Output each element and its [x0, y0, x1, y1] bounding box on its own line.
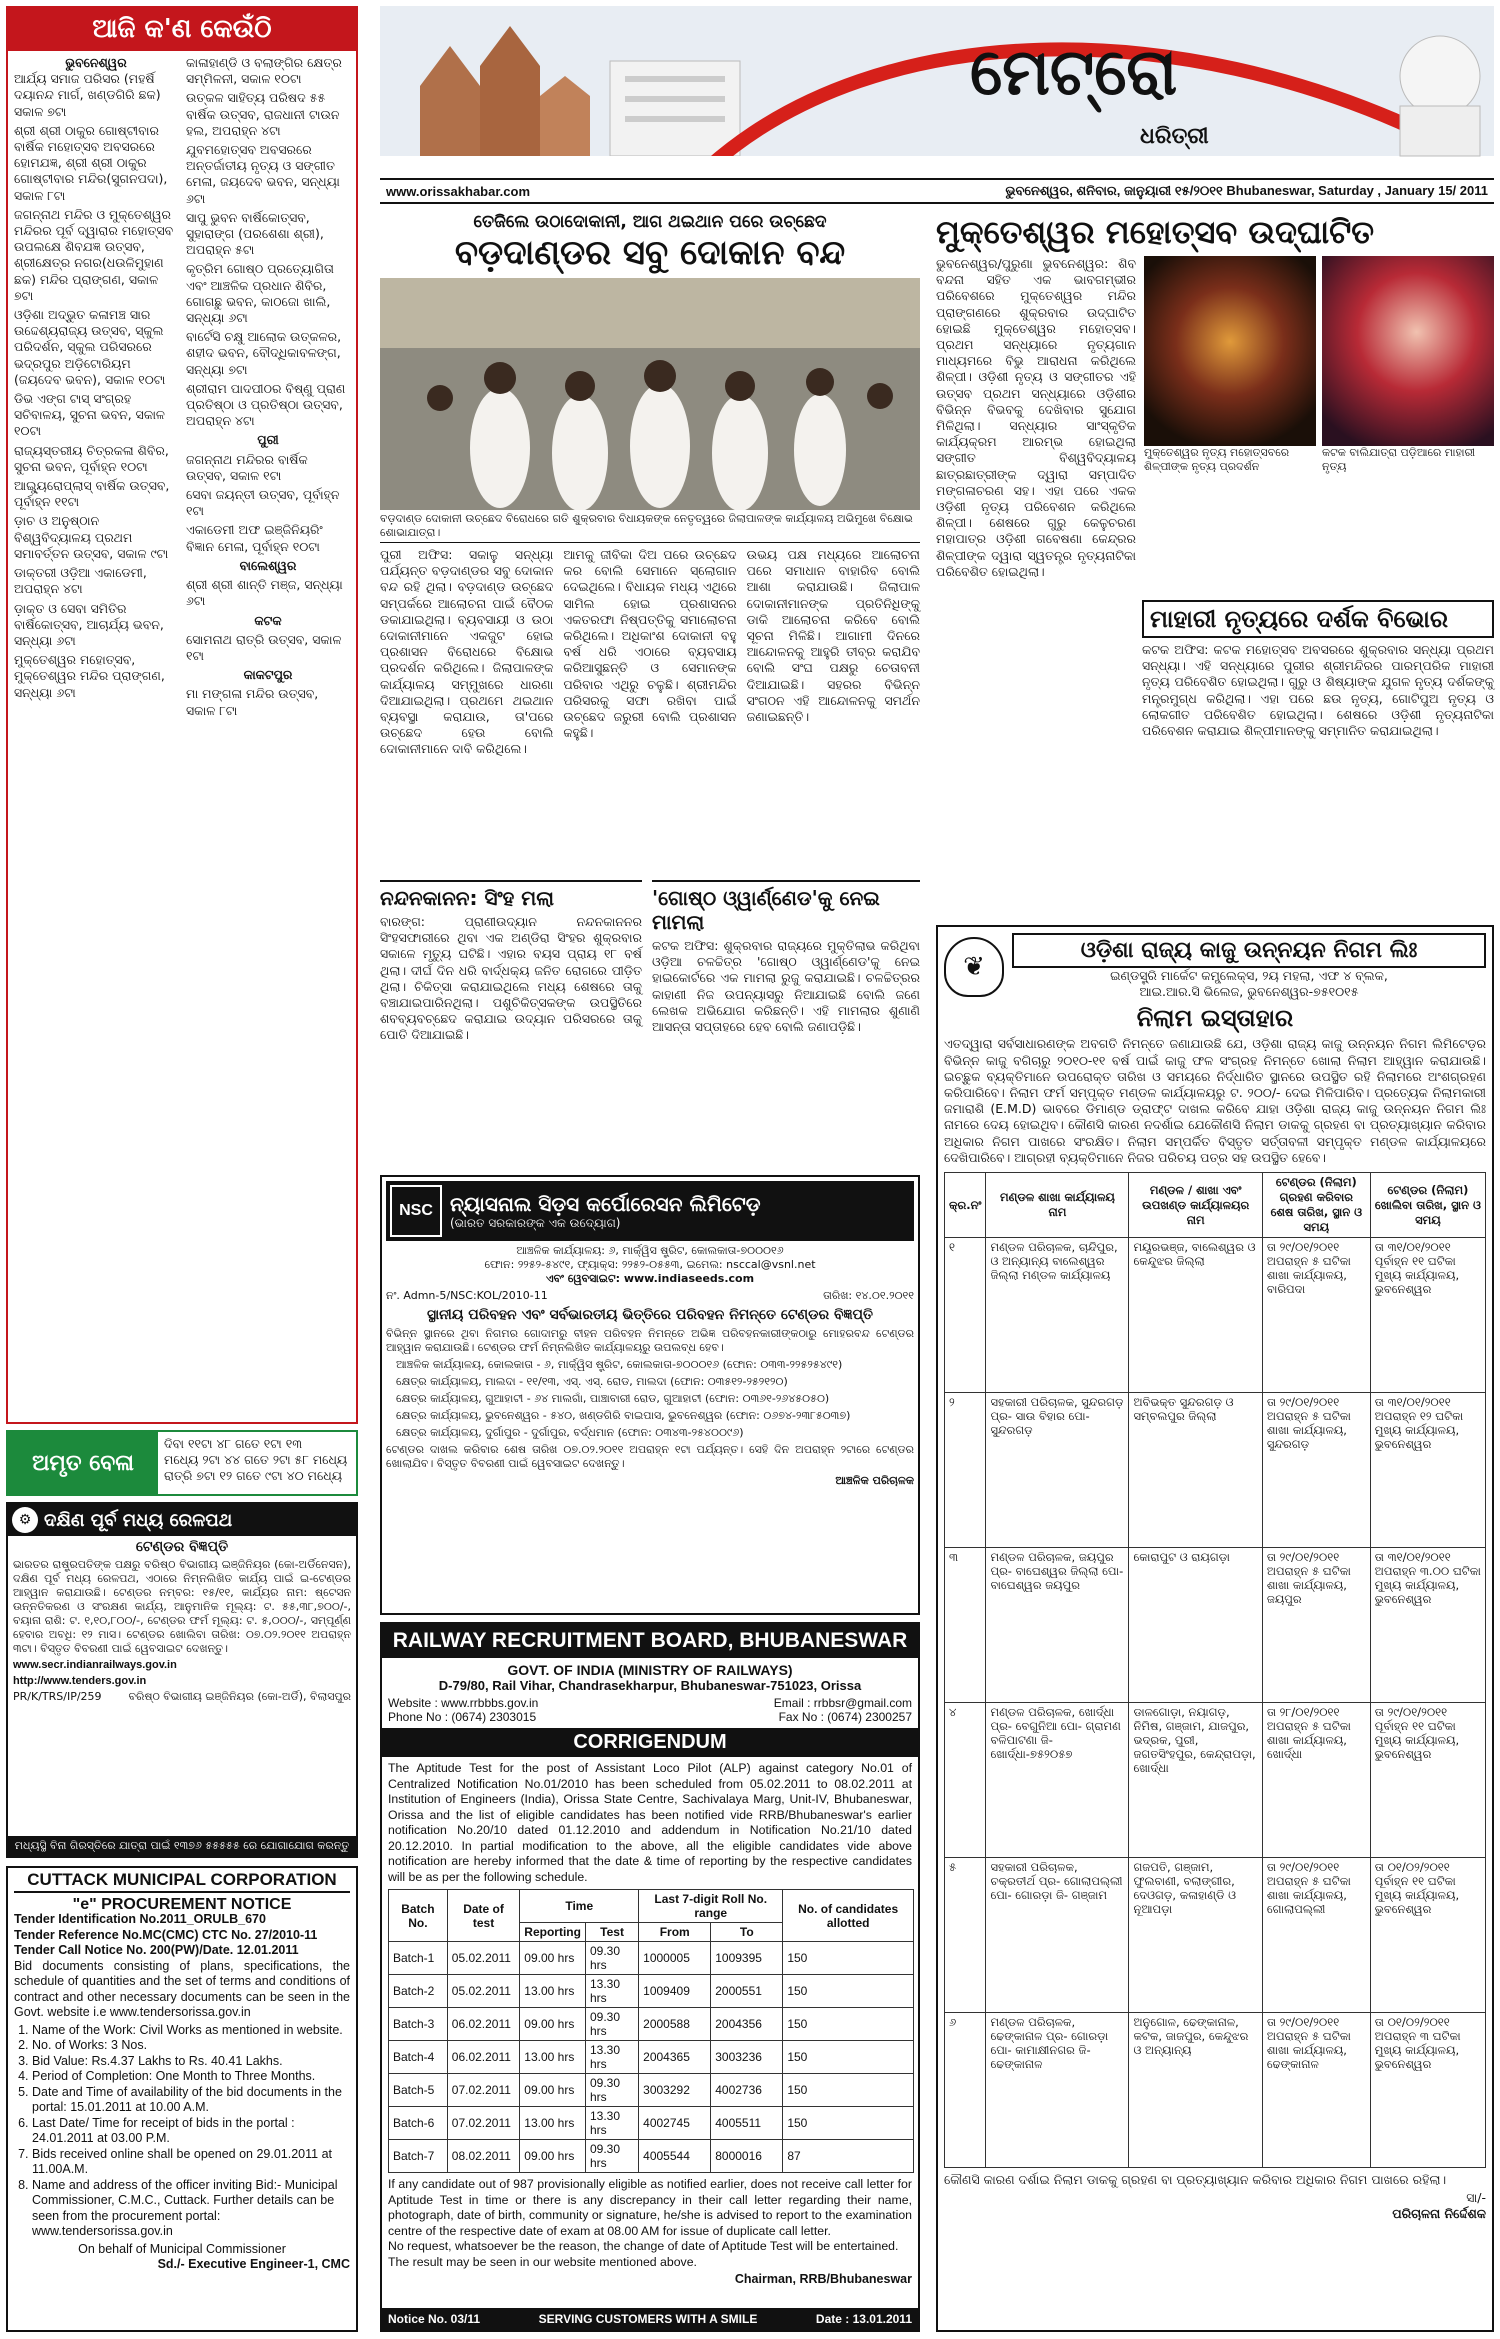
th-reporting: Reporting	[520, 1923, 586, 1942]
railway-website[interactable]: www.secr.indianrailways.gov.in	[13, 1659, 177, 1671]
story1-col: ଉଭୟ ପକ୍ଷ ମଧ୍ୟରେ ଆଲୋଚନା ପରେ ସମାଧାନ ବାହାରିବ ବୋଲି ଆଶା କରାଯାଉଛି। ଜିଲାପାଳ ଦୋକାନୀମାନଙ୍କ ପ୍ରତିନିଧିଙ୍କୁ ଡାକି ଆଲୋଚନା କରିବେ ବୋଲି ସୂଚନା ମିଳିଛି। ଆଗାମୀ ଦିନରେ ଆନ୍ଦୋଳନକୁ ଆହୁରି ତୀବ୍ର କରାଯିବ ବୋଲି ସଂଘ ପକ୍ଷରୁ ଚେତାବନୀ ଦିଆଯାଇଛି। ସହରର ବିଭିନ୍ନ ସଂଗଠନ ଏହି ଆନ୍ଦୋଳନକୁ ସମର୍ଥନ ଜଣାଇଛନ୍ତି।	[746, 547, 920, 725]
table-cell: 13.30 hrs	[585, 1975, 638, 2008]
amrut-line: ମଧ୍ୟେ ୨ଟା ୪୪ ଗତେ ୨ଟା ୫୮ ମଧ୍ୟେ	[164, 1452, 348, 1468]
events-list-b	[186, 55, 350, 722]
nsc-ad-date: ତାରିଖ: ୧୪.୦୧.୨୦୧୧	[823, 1289, 914, 1302]
building-illustration	[610, 61, 740, 156]
cmc-item: 8. Name and address of the officer inviting Bid:- Municipal Commissioner, C.M.C., Cuttack. Further details can be seen from the procurement portal: www.tendersorissa.gov.in	[32, 2178, 350, 2240]
rrb-govt: GOVT. OF INDIA (MINISTRY OF RAILWAYS)	[507, 1662, 793, 1678]
table-cell: ସହକାରୀ ପରିଚାଳକ, ଚକ୍ରତୀର୍ଥ ପ୍ର- ଗୋଲାପଲ୍ଲୀ ପୋ- ଗୋରଡ଼ା ଜି- ଗଞ୍ଜାମ	[986, 1858, 1129, 2013]
table-cell: ତା ୦୧/୦୨/୨୦୧୧ ଅପରାହ୍ନ ୩ ଘଟିକା ମୁଖ୍ୟ କାର୍ଯ୍ୟାଳୟ, ଭୁବନେଶ୍ୱର	[1370, 2013, 1485, 2168]
table-cell: 150	[783, 2041, 914, 2074]
table-cell: Batch-2	[389, 1975, 448, 2008]
event-item: ବାର୍ଟେସି ଚକ୍ଷୁ ଆଲୋକ ଉତ୍କଳର, ଶହୀଦ ଭବନ, ବୌଦ୍ଧିକାବଳଙ୍ଗ, ସନ୍ଧ୍ୟା ୭ଟା	[186, 329, 342, 377]
city-heading: ଭୁବନେଶ୍ୱର	[65, 55, 127, 70]
story-lion	[380, 880, 642, 1180]
table-cell: 1009395	[711, 1942, 783, 1975]
table-row	[389, 1975, 914, 2008]
rrb-fax: Fax No : (0674) 2300257	[778, 1710, 912, 1724]
table-cell: 13.00 hrs	[520, 2107, 586, 2140]
story1-caption: ବଡ଼ଦାଣ୍ଡ ଦୋକାନୀ ଉଚ୍ଛେଦ ବିରୋଧରେ ଗତି ଶୁକ୍ରବାର ବିଧାୟକଙ୍କ ନେତୃତ୍ୱରେ ଜିଲାପାଳଙ୍କ କାର୍ଯ୍ୟାଳୟ ଅଭିମୁଖେ ବିକ୍ଷୋଭ ଶୋଭାଯାତ୍ରା।	[380, 512, 920, 543]
rrb-email[interactable]: Email : rrbbsr@gmail.com	[773, 1696, 912, 1710]
th-batch: Batch No.	[389, 1890, 448, 1942]
cashew-body: ଏତଦ୍ୱାରା ସର୍ବସାଧାରଣଙ୍କ ଅବଗତି ନିମନ୍ତେ ଜଣାଯାଉଛି ଯେ, ଓଡ଼ିଶା ରାଜ୍ୟ କାଜୁ ଉନ୍ନୟନ ନିଗମ ଲିମିଟେଡ଼ର ବିଭିନ୍ନ କାଜୁ ବଗିଚାରୁ ୨୦୧୦-୧୧ ବର୍ଷ ପାଇଁ କାଜୁ ଫଳ ସଂଗ୍ରହ ନିମନ୍ତେ ଖୋଲା ନିଲାମ ଆହ୍ୱାନ କରାଯାଉଛି। ଇଚ୍ଛୁକ ବ୍ୟକ୍ତିମାନେ ଉପରୋକ୍ତ ତାରିଖ ଓ ସମୟରେ ନିର୍ଦ୍ଧାରିତ ସ୍ଥାନରେ ଉପସ୍ଥିତ ରହି ନିଲାମରେ ଅଂଶଗ୍ରହଣ କରିପାରିବେ। ନିଲାମ ଫର୍ମ ସମ୍ପୃକ୍ତ ମଣ୍ଡଳ କାର୍ଯ୍ୟାଳୟରୁ ଟ. ୨୦୦/- ଦେଇ ମିଳିପାରିବ। ପ୍ରତ୍ୟେକ ନିଲାମକାରୀ ଜମାରାଶି (E.M.D) ଭାବରେ ଡିମାଣ୍ଡ ଡ୍ରାଫ୍ଟ ଦାଖଲ କରିବେ ଯାହା ଓଡ଼ିଶା ରାଜ୍ୟ କାଜୁ ଉନ୍ନୟନ ନିଗମ ଲିଃ ନାମରେ ଦେୟ ହୋଇଥିବ। କୌଣସି କାରଣ ନଦର୍ଶାଇ ଯେକୌଣସି ନିଲାମ ଡାକକୁ ଗ୍ରହଣ ବା ପ୍ରତ୍ୟାଖ୍ୟାନ କରିବାର ଅଧିକାର ନିଗମ ପାଖରେ ସଂରକ୍ଷିତ। ନିଲାମ ସମ୍ପର୍କିତ ବିସ୍ତୃତ ସର୍ତ୍ତାବଳୀ ସମ୍ପୃକ୍ତ ମଣ୍ଡଳ କାର୍ଯ୍ୟାଳୟରେ ଦେଖିପାରିବେ। ଆଗ୍ରହୀ ବ୍ୟକ୍ତିମାନେ ନିଜର ପରିଚୟ ପତ୍ର ସହ ଉପସ୍ଥିତ ହେବେ।	[944, 1036, 1486, 1165]
table-cell: 07.02.2011	[447, 2074, 520, 2107]
table-cell: ୨	[945, 1393, 986, 1548]
event-item: ସାପୁ ଭୁବନ ବାର୍ଷିକୋତ୍ସବ, ସୁହାରାଙ୍ଗ (ପରଶେଶା ଶ୍ରୀ), ଅପରାହ୍ନ ୫ଟା	[186, 209, 324, 258]
railway-footer: ମଧ୍ୟସ୍ଥି ବିନା ଗିରସ୍ତିରେ ଯାତ୍ରା ପାଇଁ ୧୩୭୬ ୫୫୫୫୫ ରେ ଯୋଗାଯୋଗ କରନ୍ତୁ	[8, 1836, 356, 1856]
event-item: ଡ଼ାଚ ଓ ଅନୁଷ୍ଠାନ ବିଶ୍ୱବିଦ୍ୟାଳୟ ପ୍ରଥମ ସମାବର୍ତ୍ତନ ଉତ୍ସବ, ସକାଳ ୯ଟା	[14, 513, 169, 561]
table-header-cell: ଟେଣ୍ଡର (ନିଲାମ) ଗ୍ରହଣ କରିବାର ଶେଷ ତାରିଖ, ସ୍ଥାନ ଓ ସମୟ	[1262, 1173, 1370, 1238]
table-cell: 09.30 hrs	[585, 2008, 638, 2041]
nsc-ad	[380, 1175, 920, 1615]
dateline-bar	[380, 178, 1494, 204]
table-cell: 13.30 hrs	[585, 2107, 638, 2140]
rrb-phone: Phone No : (0674) 2303015	[388, 1710, 537, 1724]
table-cell: 2000588	[639, 2008, 711, 2041]
event-item: ଶ୍ରୀ ଶ୍ରୀ ଶାନ୍ତି ମଞ୍ଜ, ସନ୍ଧ୍ୟା ୬ଟା	[186, 577, 343, 609]
nsc-address: ଆଞ୍ଚଳିକ କାର୍ଯ୍ୟାଳୟ: ୬, ମାର୍କ୍ୱିସ ଷ୍ଟ୍ରିଟ, କୋଲକାତା-୭୦୦୦୧୬	[516, 1244, 784, 1257]
table-cell: 2004365	[639, 2041, 711, 2074]
th-roll: Last 7-digit Roll No. range	[639, 1890, 783, 1923]
cmc-item: 6. Last Date/ Time for receipt of bids in the portal : 24.01.2011 at 03.00 P.M.	[32, 2116, 350, 2147]
event-item: ଡ଼ାକ୍ତ ଓ ସେବା ସମିତିର ବାର୍ଷିକୋତ୍ସବ, ଆଚାର୍ଯ୍ୟ ଭବନ, ସନ୍ଧ୍ୟା ୬ଟା	[14, 600, 164, 648]
cashew-addr2: ଆଇ.ଆର.ସି ଭିଲେଜ, ଭୁବନେଶ୍ୱର-୭୫୧୦୧୫	[1139, 984, 1359, 1000]
event-item: ସେବା ଜୟନ୍ତୀ ଉତ୍ସବ, ପୂର୍ବାହ୍ନ ୧ଟା	[186, 487, 340, 519]
table-cell: 4002736	[711, 2074, 783, 2107]
table-cell: 09.30 hrs	[585, 2140, 638, 2173]
table-cell: Batch-1	[389, 1942, 448, 1975]
cmc-item: 2. No. of Works: 3 Nos.	[32, 2038, 350, 2054]
table-cell: 09.30 hrs	[585, 2074, 638, 2107]
cmc-item: 1. Name of the Work: Civil Works as mentioned in website.	[32, 2023, 350, 2039]
railway-signature: ବରିଷ୍ଠ ବିଭାଗୀୟ ଇଞ୍ଜିନିୟର (କୋ-ଅର୍ଡି), ବିଲାସପୁର	[128, 1690, 351, 1703]
nsc-closing: ଟେଣ୍ଡର ଦାଖଲ କରିବାର ଶେଷ ତାରିଖ ୦୭.୦୨.୨୦୧୧ ଅପରାହ୍ନ ୧ଟା ପର୍ଯ୍ୟନ୍ତ। ସେହି ଦିନ ଅପରାହ୍ନ ୨ଟାରେ ଟେଣ୍ଡର ଖୋଲାଯିବ। ବିସ୍ତୃତ ବିବରଣୀ ପାଇଁ ୱେବସାଇଟ ଦେଖନ୍ତୁ।	[386, 1443, 914, 1470]
railway-body: ଭାରତର ରାଷ୍ଟ୍ରପତିଙ୍କ ପକ୍ଷରୁ ବରିଷ୍ଠ ବିଭାଗୀୟ ଇଞ୍ଜିନିୟର (କୋ-ଅର୍ଡିନେସନ), ଦକ୍ଷିଣ ପୂର୍ବ ମଧ୍ୟ ରେଳପଥ, ଏଠାରେ ନିମ୍ନଲିଖିତ କାର୍ଯ୍ୟ ପାଇଁ ଇ-ଟେଣ୍ଡର ଆହ୍ୱାନ କରାଯାଉଛି। ଟେଣ୍ଡର ନମ୍ବର: ୧୫/୧୧, କାର୍ଯ୍ୟର ନାମ: ଷ୍ଟେସନ ଉନ୍ନତିକରଣ ଓ ସଂରକ୍ଷଣ କାର୍ଯ୍ୟ, ଆନୁମାନିକ ମୂଲ୍ୟ: ଟ. ୫୫,୩୮,୭୦୦/-, ବୟାନା ରାଶି: ଟ. ୧,୧୦,୮୦୦/-, ଟେଣ୍ଡର ଫର୍ମ ମୂଲ୍ୟ: ଟ. ୫,୦୦୦/-, ସମ୍ପୂର୍ଣ୍ଣ ହେବାର ଅବଧି: ୧୨ ମାସ। ଟେଣ୍ଡର ଖୋଲିବା ତାରିଖ: ୦୭.୦୨.୨୦୧୧ ଅପରାହ୍ନ ୩ଟା। ବିସ୍ତୃତ ବିବରଣୀ ପାଇଁ ୱେବସାଇଟ ଦେଖନ୍ତୁ।	[13, 1558, 351, 1655]
nsc-office-item: କ୍ଷେତ୍ର କାର୍ଯ୍ୟାଳୟ, ଦୁର୍ଗାପୁର - ଦୁର୍ଗାପୁର, ବର୍ଦ୍ଧମାନ (ଫୋନ: ୦୩୪୩-୨୫୪୦୦୯୬)	[396, 1426, 744, 1439]
events-list-a	[14, 71, 178, 701]
table-cell: ମଣ୍ଡଳ ପରିଚାଳକ, ଚାନ୍ଦିପୁର, ଓ ଅନ୍ୟାନ୍ୟ ବାଲେଶ୍ୱର ଜିଲ୍ଲା ମଣ୍ଡଳ କାର୍ଯ୍ୟାଳୟ	[986, 1238, 1129, 1393]
table-cell: ୬	[945, 2013, 986, 2168]
story3-body: କଟକ ଅଫିସ: ଶୁକ୍ରବାର ରାଜ୍ୟରେ ମୁକ୍ତିଲାଭ କରିଥିବା ଓଡ଼ିଆ ଚଳଚ୍ଚିତ୍ର 'ଗୋଷ୍ଠ ଓ୍ୱାର୍ଣ୍ଣେଡ'କୁ ନେଇ ହାଇକୋର୍ଟରେ ଏକ ମାମଲା ରୁଜୁ କରାଯାଇଛି। ଚଳଚ୍ଚିତ୍ରର କାହାଣୀ ନିଜ ଉପନ୍ୟାସରୁ ନିଆଯାଇଛି ବୋଲି ଜଣେ ଲେଖକ ଅଭିଯୋଗ କରିଛନ୍ତି। ଏହି ମାମଲାର ଶୁଣାଣି ଆସନ୍ତା ସପ୍ତାହରେ ହେବ ବୋଲି ଜଣାପଡ଼ିଛି।	[652, 938, 920, 1035]
table-row	[389, 2041, 914, 2074]
cashew-logo-icon: ❦	[944, 937, 1004, 997]
nsc-contact: ଫୋନ: ୨୨୫୨-୫୪୯୧, ଫ୍ୟାକ୍ସ: ୨୨୫୨-୦୫୫୩, ଇମେଲ: nsccal@vsnl.net	[484, 1258, 816, 1271]
table-cell: Batch-5	[389, 2074, 448, 2107]
story4-body: ଭୁବନେଶ୍ୱର/ପୁରୁଣା ଭୁବନେଶ୍ୱର: ଶିବ ବନ୍ଦନା ସହିତ ଏକ ଭାବଗମ୍ଭୀର ପରିବେଶରେ ମୁକ୍ତେଶ୍ୱର ମନ୍ଦିର ପ୍ରାଙ୍ଗଣରେ ଶୁକ୍ରବାର ଉଦ୍‌ଘାଟିତ ହୋଇଛି ମୁକ୍ତେଶ୍ୱର ମହୋତ୍ସବ। ପ୍ରଥମ ସନ୍ଧ୍ୟାରେ ନୃତ୍ୟଗାନ ମାଧ୍ୟମରେ ବିଭୁ ଆରାଧନା କରିଥିଲେ ଶିଳ୍ପୀ। ଓଡ଼ିଶୀ ନୃତ୍ୟ ଓ ସଙ୍ଗୀତର ଏହି ଉତ୍ସବ ପ୍ରଥମ ସନ୍ଧ୍ୟାରେ ଓଡ଼ିଶୀର ବିଭିନ୍ନ ବିଭବକୁ ଦେଖିବାର ସୁଯୋଗ ମିଳିଥିଲା। ସନ୍ଧ୍ୟାର ସାଂସ୍କୃତିକ କାର୍ଯ୍ୟକ୍ରମ ଆରମ୍ଭ ହୋଇଥିଲା ସଙ୍ଗୀତ ବିଶ୍ୱବିଦ୍ୟାଳୟ ଛାତ୍ରଛାତ୍ରୀଙ୍କ ଦ୍ୱାରା ସମ୍ପାଦିତ ମଙ୍ଗଳାଚରଣ ସହ। ଏହା ପରେ ଏକକ ଓଡ଼ିଶୀ ନୃତ୍ୟ ପରିବେଶନ କରିଥିଲେ ଶିଳ୍ପୀ। ଶେଷରେ ଗୁରୁ କେଳୁଚରଣ ମହାପାତ୍ର ଓଡ଼ିଶୀ ଗବେଷଣା କେନ୍ଦ୍ରର ଶିଳ୍ପୀଙ୍କ ଦ୍ୱାରା ସ୍ୱତନ୍ତ୍ର ନୃତ୍ୟନାଟିକା ପରିବେଶିତ ହୋଇଥିଲା।	[936, 256, 1136, 579]
event-item: ରାଜ୍ୟସ୍ତରୀୟ ଚିତ୍ରକଳା ଶିବିର, ସୁଚନା ଭବନ, ପୂର୍ବାହ୍ନ ୧୦ଟା	[14, 442, 169, 474]
rrb-date: Date : 13.01.2011	[815, 2312, 912, 2326]
table-row	[389, 1942, 914, 1975]
table-cell: 06.02.2011	[447, 2041, 520, 2074]
nsc-office-item: ଆଞ୍ଚଳିକ କାର୍ଯ୍ୟାଳୟ, କୋଲକାତା - ୬, ମାର୍କ୍ୱିସ ଷ୍ଟ୍ରିଟ, କୋଲକାତା-୭୦୦୦୧୬ (ଫୋନ: ୦୩୩-୨୨୫୨୫୪୯୧)	[396, 1358, 843, 1371]
story-mahari	[1142, 600, 1494, 918]
table-row	[945, 1858, 1486, 2013]
story-badadanda	[380, 212, 920, 872]
cmc-item: 4. Period of Completion: One Month to Three Months.	[32, 2069, 350, 2085]
story2-body: ବାରଙ୍ଗ: ପ୍ରାଣୀଉଦ୍ୟାନ ନନ୍ଦନକାନନର ସିଂହସଫାରୀରେ ଥିବା ଏକ ଅଣ୍ଡିରା ସିଂହର ଶୁକ୍ରବାର ସକାଳେ ମୃତ୍ୟୁ ଘଟିଛି। ଏହାର ବୟସ ପ୍ରାୟ ୧୮ ବର୍ଷ ଥିଲା। ଦୀର୍ଘ ଦିନ ଧରି ବାର୍ଦ୍ଧକ୍ୟ ଜନିତ ରୋଗରେ ପୀଡ଼ିତ ଥିଲା। ଚିକିତ୍ସା କରାଯାଇଥିଲେ ମଧ୍ୟ ଶେଷରେ ତାକୁ ବଞ୍ଚାଯାଇପାରିନଥିଲା। ପଶୁଚିକିତ୍ସକଙ୍କ ଉପସ୍ଥିତିରେ ଶବବ୍ୟବଚ୍ଛେଦ କରାଯାଇ ଉଦ୍ୟାନ ପରିସରରେ ତାକୁ ପୋତି ଦିଆଯାଇଛି।	[380, 914, 642, 1043]
story-mukteswar	[936, 212, 1494, 662]
event-item: ଡିଭ ଏଙ୍ଗ ଟାସ୍ ସଂଗ୍ରହ ସଚିବାଳୟ, ସୁଚନା ଭବନ, ସକାଳ ୧୦ଟା	[14, 391, 165, 439]
table-cell: 09.30 hrs	[585, 1942, 638, 1975]
table-cell: 2000551	[711, 1975, 783, 2008]
table-cell: ମଣ୍ଡଳ ପରିଚାଳକ, ଜୟପୁର ପ୍ର- ବାଘେଶ୍ୱର ଜିଲ୍ଲା ପୋ- ବାଘେଶ୍ୱର ଜୟପୁର	[986, 1548, 1129, 1703]
story4-caption2: କଟକ ବାଲିଯାତ୍ରା ପଡ଼ିଆରେ ମାହାରୀ ନୃତ୍ୟ	[1322, 446, 1476, 473]
cmc-item: 5. Date and Time of availability of the bid documents in the portal: 15.01.2011 at 10.00 A.M.	[32, 2085, 350, 2116]
table-cell: ତା ୩୧/୦୧/୨୦୧୧ ଅପରାହ୍ନ ୧୨ ଘଟିକା ମୁଖ୍ୟ କାର୍ଯ୍ୟାଳୟ, ଭୁବନେଶ୍ୱର	[1370, 1393, 1485, 1548]
nsc-body: ବିଭିନ୍ନ ସ୍ଥାନରେ ଥିବା ନିଗମର ଗୋଦାମରୁ ବୀହନ ପରିବହନ ନିମନ୍ତେ ଅଭିଜ୍ଞ ପରିବହନକାରୀଙ୍କଠାରୁ ମୋହରବନ୍ଦ ଟେଣ୍ଡର ଆହ୍ୱାନ କରାଯାଉଛି। ଟେଣ୍ଡର ଫର୍ମ ନିମ୍ନଲିଖିତ କାର୍ଯ୍ୟାଳୟରୁ ଉପଲବ୍ଧ ହେବ।	[386, 1327, 914, 1354]
story-film-case	[652, 880, 920, 1180]
cashew-ad	[936, 925, 1494, 2332]
rrb-slogan: SERVING CUSTOMERS WITH A SMILE	[538, 2312, 758, 2326]
rrb-para1: The Aptitude Test for the post of Assistant Loco Pilot (ALP) against category No.01 of Centralized Notification No.01/2010 has been scheduled from 05.02.2011 to 08.02.2011 at Institution of Engineers (India), Orissa State Centre, Sachivalaya Marg, Unit-IV, Bhubaneswar, Orissa and the list of eligible candidates has been notified vide RRB/Bhubaneswar's earlier notification No.20/10 dated 01.12.2010 and addendum in Notification No.21/10 dated 20.12.2010. In partial modification to the above, all the eligible candidates vide above notification are hereby informed that the date & time of reporting by the respective candidates will be as per the following schedule.	[388, 1761, 912, 1884]
table-cell: 1009409	[639, 1975, 711, 2008]
table-cell: ୩	[945, 1548, 986, 1703]
table-cell: ତା ୨୯/୦୧/୨୦୧୧ ଅପରାହ୍ନ ୫ ଘଟିକା ଶାଖା କାର୍ଯ୍ୟାଳୟ, ସୁନ୍ଦରଗଡ଼	[1262, 1393, 1370, 1548]
table-cell: ତା ୨୯/୦୧/୨୦୧୧ ଅପରାହ୍ନ ୫ ଘଟିକା ଶାଖା କାର୍ଯ୍ୟାଳୟ, ଢେଙ୍କାନାଳ	[1262, 2013, 1370, 2168]
table-cell: ୧	[945, 1238, 986, 1393]
cmc-id: Tender Identification No.2011_ORULB_670	[14, 1912, 266, 1926]
nsc-ad-no: ନଂ. Admn-5/NSC:KOL/2010-11	[386, 1289, 548, 1302]
table-cell: ଅନୁଗୋଳ, ଢେଙ୍କାନାଳ, କଟକ, ଜାଜପୁର, କେନ୍ଦୁଝର ଓ ଅନ୍ୟାନ୍ୟ	[1129, 2013, 1262, 2168]
table-cell: ଡାଳଗୋଡ଼ା, ନୟାଗଡ଼, ନିମିଷ, ଗଞ୍ଜାମ, ଯାଜପୁର, ଭଦ୍ରକ, ପୁରୀ, ଜଗତସିଂହପୁର, କେନ୍ଦ୍ରାପଡ଼ା, ଖୋର୍ଦ୍ଧା	[1129, 1703, 1262, 1858]
table-cell: 150	[783, 1942, 914, 1975]
railway-code: PR/K/TRS/IP/259	[13, 1690, 102, 1703]
dance-photo-1	[1144, 256, 1316, 446]
table-row	[945, 1238, 1486, 1393]
th-time: Time	[520, 1890, 639, 1923]
table-cell: 08.02.2011	[447, 2140, 520, 2173]
table-cell: 05.02.2011	[447, 1942, 520, 1975]
table-header-cell: ମଣ୍ଡଳ ଶାଖା କାର୍ଯ୍ୟାଳୟ ନାମ	[986, 1173, 1129, 1238]
events-box	[6, 6, 358, 1424]
story2-headline: ନନ୍ଦନକାନନ: ସିଂହ ମଲା	[380, 886, 555, 910]
event-item: ସୋମନାଥ ରାତ୍ରି ଉତ୍ସବ, ସକାଳ ୧ଟା	[186, 631, 342, 663]
cashew-note: କୌଣସି କାରଣ ଦର୍ଶାଇ ନିଲାମ ଡାକକୁ ଗ୍ରହଣ ବା ପ୍ରତ୍ୟାଖ୍ୟାନ କରିବାର ଅଧିକାର ନିଗମ ପାଖରେ ରହିଲା।	[944, 2172, 1447, 2188]
table-cell: 13.00 hrs	[520, 2041, 586, 2074]
events-title: ଆଜି କ'ଣ କେଉଁଠି	[8, 8, 356, 51]
cashew-table	[944, 1172, 1486, 2168]
cmc-body: Bid documents consisting of plans, specifications, the schedule of quantities and the set of terms and conditions of contract and other necessary documents can be seen in the Govt. website i.e www.tendersorissa.gov.in	[14, 1958, 350, 2019]
nsc-heading: ସ୍ଥାନୀୟ ପରିବହନ ଏବଂ ସର୍ବଭାରତୀୟ ଭିତ୍ତିରେ ପରିବହନ ନିମନ୍ତେ ଟେଣ୍ଡର ବିଜ୍ଞପ୍ତି	[427, 1307, 873, 1323]
story1-headline: ବଡ଼ଦାଣ୍ଡର ସବୁ ଦୋକାନ ବନ୍ଦ	[454, 233, 846, 273]
cmc-behalf: On behalf of Municipal Commissioner	[78, 2241, 286, 2256]
table-cell: 06.02.2011	[447, 2008, 520, 2041]
rrb-signature: Chairman, RRB/Bhubaneswar	[734, 2272, 912, 2286]
table-cell: ସହକାରୀ ପରିଚାଳକ, ସୁନ୍ଦରଗଡ଼ ପ୍ର- ସାଉ ବିହାର ପୋ- ସୁନ୍ଦରଗଡ଼	[986, 1393, 1129, 1548]
city-heading: ବାଲେଶ୍ୱର	[239, 557, 297, 573]
table-cell: Batch-4	[389, 2041, 448, 2074]
event-item: ଆର୍ଯ୍ୟ ସମାଜ ପରିସର (ମହର୍ଷି ଦୟାନନ୍ଦ ମାର୍ଗ, ଖଣ୍ଡଗିରି ଛକ) ସକାଳ ୭ଟା	[14, 71, 161, 119]
cmc-items	[14, 2023, 350, 2240]
cmc-ref: Tender Reference No.MC(CMC) CTC No. 27/2010-11	[14, 1927, 318, 1942]
nsc-subtitle: (ଭାରତ ସରକାରଙ୍କ ଏକ ଉଦ୍ୟୋଗ)	[450, 1215, 621, 1230]
nsc-logo-icon: NSC	[390, 1185, 442, 1237]
dateline: ଭୁବନେଶ୍ୱର, ଶନିବାର, ଜାନୁୟାରୀ ୧୫/୨୦୧୧ Bhubaneswar, Saturday , January 15/ 2011	[1005, 183, 1488, 198]
railway-website-2[interactable]: http://www.tenders.gov.in	[13, 1675, 147, 1687]
table-cell: ତା ୦୧/୦୨/୨୦୧୧ ପୂର୍ବାହ୍ନ ୧୧ ଘଟିକା ମୁଖ୍ୟ କାର୍ଯ୍ୟାଳୟ, ଭୁବନେଶ୍ୱର	[1370, 1858, 1485, 2013]
table-cell: 150	[783, 2008, 914, 2041]
table-cell: 3003236	[711, 2041, 783, 2074]
railway-logo-icon: ⚙	[12, 1507, 38, 1533]
event-item: ଶ୍ରୀରାମ ପାଦପୀଠର ବିଷ୍ଣୁ ପ୍ରାଣ ପ୍ରତିଷ୍ଠା ଓ ପ୍ରତିଷ୍ଠା ଉତ୍ସବ, ଅପରାହ୍ନ ୪ଟା	[186, 380, 346, 429]
story5-headline: ମାହାରୀ ନୃତ୍ୟରେ ଦର୍ଶକ ବିଭୋର	[1142, 600, 1494, 638]
railway-tender-box	[6, 1502, 358, 1858]
table-cell: 8000016	[711, 2140, 783, 2173]
rrb-notice-no: Notice No. 03/11	[388, 2312, 481, 2326]
table-cell: 150	[783, 2107, 914, 2140]
railway-subtitle: ଟେଣ୍ଡର ବିଜ୍ଞପ୍ତି	[135, 1539, 229, 1555]
table-cell: ତା ୨୯/୦୧/୨୦୧୧ ପୂର୍ବାହ୍ନ ୧୧ ଘଟିକା ମୁଖ୍ୟ କାର୍ଯ୍ୟାଳୟ, ଭୁବନେଶ୍ୱର	[1370, 1703, 1485, 1858]
event-item: ଯୁବମହୋତ୍ସବ ଅବସରରେ ଅନ୍ତର୍ଜାତୀୟ ନୃତ୍ୟ ଓ ସଙ୍ଗୀତ ମେଳା, ଜୟଦେବ ଭବନ, ସନ୍ଧ୍ୟା ୬ଟା	[186, 142, 340, 206]
railway-title: ଦକ୍ଷିଣ ପୂର୍ବ ମଧ୍ୟ ରେଳପଥ	[44, 1509, 233, 1531]
story4-caption1: ମୁକ୍ତେଶ୍ୱର ନୃତ୍ୟ ମହୋତ୍ସବରେ ଶିଳ୍ପୀଙ୍କ ନୃତ୍ୟ ପ୍ରଦର୍ଶନ	[1144, 446, 1290, 473]
th-count: No. of candidates allotted	[783, 1890, 914, 1942]
protest-photo	[380, 278, 920, 510]
event-item: ଆଇ୍ୟୁରୋପ୍ଲାସ୍ ବାର୍ଷିକ ଉତ୍ସବ, ପୂର୍ବାହ୍ନ ୧୧ଟା	[14, 478, 170, 510]
table-row	[945, 1548, 1486, 1703]
cashew-addr1: ଇଣ୍ଡସ୍ଟ୍ରି ମାର୍କେଟ କମ୍ପ୍ଲେକ୍ସ, ୨ୟ ମହଲା, ଏଫ ୪ ବ୍ଲକ,	[1110, 968, 1388, 983]
table-cell: ତା ୨୯/୦୧/୨୦୧୧ ଅପରାହ୍ନ ୫ ଘଟିକା ଶାଖା କାର୍ଯ୍ୟାଳୟ, ଜୟପୁର	[1262, 1548, 1370, 1703]
table-cell: 09.00 hrs	[520, 1942, 586, 1975]
cmc-subtitle: "e" PROCUREMENT NOTICE	[72, 1895, 292, 1913]
event-item: ଏକାଡେମୀ ଅଫ ଇଞ୍ଜିନିୟରିଂ ବିଜ୍ଞାନ ମେଳା, ପୂର୍ବାହ୍ନ ୧୦ଟା	[186, 522, 323, 554]
table-cell: ଗଜପତି, ଗଞ୍ଜାମ, ଫୁଲବାଣୀ, ବଲାଙ୍ଗୀର, ଦେଓଗଡ଼, କଳାହାଣ୍ଡି ଓ ନୂଆପଡ଼ା	[1129, 1858, 1262, 2013]
table-cell: Batch-6	[389, 2107, 448, 2140]
dance-photo-2	[1322, 256, 1494, 446]
event-item: ଜଗନ୍ନାଥ ମନ୍ଦିର ଓ ମୁକ୍ତେଶ୍ୱର ମନ୍ଦିରର ପୂର୍ବ ଦ୍ୱାରାର ମହୋତ୍ସବ ଉପଲକ୍ଷେ ଶିବଯଜ୍ଞ ଉତ୍ସବ, ଶ୍ରୀକ୍ଷେତ୍ର ନଗର(ଧଉଳିମୁହାଣ ଛକ) ମନ୍ଦିର ପ୍ରାଙ୍ଗଣ, ସକାଳ ୭ଟା	[14, 206, 174, 303]
event-item: ମା ମଙ୍ଗଳା ମନ୍ଦିର ଉତ୍ସବ, ସକାଳ ୮ଟା	[186, 686, 319, 718]
table-cell: 09.00 hrs	[520, 2008, 586, 2041]
th-date: Date of test	[447, 1890, 520, 1942]
city-heading: କଟକ	[254, 612, 282, 628]
rrb-website[interactable]: Website : www.rrbbbs.gov.in	[388, 1696, 539, 1710]
table-cell: ତା ୩୧/୦୧/୨୦୧୧ ଅପରାହ୍ନ ୩.୦୦ ଘଟିକା ମୁଖ୍ୟ କାର୍ଯ୍ୟାଳୟ, ଭୁବନେଶ୍ୱର	[1370, 1548, 1485, 1703]
table-cell: 4005511	[711, 2107, 783, 2140]
masthead-banner	[380, 6, 1494, 176]
table-cell: 4002745	[639, 2107, 711, 2140]
table-cell: ମୟୂରଭଞ୍ଜ, ବାଲେଶ୍ୱର ଓ କେନ୍ଦୁଝର ଜିଲ୍ଲା	[1129, 1238, 1262, 1393]
cmc-notice-box	[6, 1866, 358, 2332]
event-item: କାଳାହାଣ୍ଡି ଓ ବଲାଙ୍ଗିର କ୍ଷେତ୍ର ସମ୍ମିଳନୀ, ସକାଳ ୧୦ଟା	[186, 55, 342, 87]
cmc-call: Tender Call Notice No. 200(PW)/Date. 12.01.2011	[14, 1943, 299, 1957]
rrb-title: RAILWAY RECRUITMENT BOARD, BHUBANESWAR	[382, 1624, 918, 1658]
cashew-sign1: ସା/-	[1466, 2190, 1486, 2206]
table-cell: 3003292	[639, 2074, 711, 2107]
masthead-subtitle: ଧରିତ୍ରୀ	[1140, 124, 1209, 149]
amrut-line: ରାତ୍ରି ୭ଟା ୧୨ ଗତେ ୯ଟା ୪୦ ମଧ୍ୟେ	[164, 1468, 343, 1484]
th-from: From	[639, 1923, 711, 1942]
event-item: ଜଗନ୍ନାଥ ମନ୍ଦିରର ବାର୍ଷିକ ଉତ୍ସବ, ସକାଳ ୧ଟା	[186, 451, 308, 483]
nsc-office-item: କ୍ଷେତ୍ର କାର୍ଯ୍ୟାଳୟ, ଗୁଆହାଟୀ - ୬୪ ମାଲଗାଁ, ପାଞ୍ଚାବାରୀ ରୋଡ, ଗୁଆହାଟୀ (ଫୋନ: ୦୩୬୧-୨୬୪୫୦୫୦)	[396, 1392, 830, 1405]
table-cell: 09.00 hrs	[520, 2140, 586, 2173]
table-cell: 4005544	[639, 2140, 711, 2173]
table-cell: 1000005	[639, 1942, 711, 1975]
event-item: ଓଡ଼ିଶା ଅଦ୍ଭୁତ କଳାମଞ୍ଚ ସାର ଉଦ୍ଦେଶ୍ୟରାଜ୍ୟ ଉତ୍ସବ, ସ୍କୁଲ ପରିଦର୍ଶନ, ସ୍କୁଲ ପରିସରରେ ଭଦ୍ରପୁର ଅଡ଼ିଟୋରିୟମ (ଜୟଦେବ ଭବନ), ସକାଳ ୧୦ଟା	[14, 307, 166, 387]
table-row	[389, 2008, 914, 2041]
table-cell: 150	[783, 1975, 914, 2008]
amrut-bela-box	[6, 1430, 358, 1496]
table-row	[389, 2074, 914, 2107]
rrb-schedule-table	[388, 1889, 914, 2173]
story5-body: କଟକ ଅଫିସ: କଟକ ମହୋତ୍ସବ ଅବସରରେ ଶୁକ୍ରବାର ସନ୍ଧ୍ୟା ପ୍ରଥମ ସନ୍ଧ୍ୟା। ଏହି ସନ୍ଧ୍ୟାରେ ପୁରୀର ଶ୍ରୀମନ୍ଦିରର ପାରମ୍ପରିକ ମାହାରୀ ନୃତ୍ୟ ପରିବେଶିତ ହୋଇଥିଲା। ଗୁରୁ ଓ ଶିଷ୍ୟାଙ୍କ ଯୁଗଳ ନୃତ୍ୟ ଦର୍ଶକଙ୍କୁ ମନ୍ତ୍ରମୁଗ୍ଧ କରିଥିଲା। ଏହା ପରେ ଛଉ ନୃତ୍ୟ, ଗୋଟିପୁଅ ନୃତ୍ୟ ଓ ଲୋକଗୀତ ପରିବେଶିତ ହୋଇଥିଲା। ଶେଷରେ ଓଡ଼ିଶୀ ନୃତ୍ୟନାଟିକା ପରିବେଶନ କରାଯାଇ ଶିଳ୍ପୀମାନଙ୍କୁ ସମ୍ମାନିତ କରାଯାଇଥିଲା।	[1142, 642, 1494, 739]
nsc-signature: ଆଞ୍ଚଳିକ ପରିଚାଳକ	[835, 1474, 914, 1487]
table-cell: ତା ୨୯/୦୧/୨୦୧୧ ଅପରାହ୍ନ ୫ ଘଟିକା ଶାଖା କାର୍ଯ୍ୟାଳୟ, ଗୋଲାପଲ୍ଲୀ	[1262, 1858, 1370, 2013]
table-cell: ତା ୩୧/୦୧/୨୦୧୧ ପୂର୍ବାହ୍ନ ୧୧ ଘଟିକା ମୁଖ୍ୟ କାର୍ଯ୍ୟାଳୟ, ଭୁବନେଶ୍ୱର	[1370, 1238, 1485, 1393]
table-cell: ୫	[945, 1858, 986, 2013]
cashew-auction-title: ନିଲାମ ଇସ୍ତାହାର	[1136, 1004, 1294, 1033]
table-cell: ୪	[945, 1703, 986, 1858]
story1-col: ପୁରୀ ଅଫିସ: ସକାଳୁ ସନ୍ଧ୍ୟା ପର୍ଯ୍ୟନ୍ତ ବଡ଼ଦାଣ୍ଡର ସବୁ ଦୋକାନ ବନ୍ଦ ରହି ଥିଲା। ବଡ଼ଦାଣ୍ଡ ଉଚ୍ଛେଦ ସମ୍ପର୍କରେ ଆଲୋଚନା ପାଇଁ ବୈଠକ ଡକାଯାଇଥିଲା। ବ୍ୟବସାୟୀ ଓ ଉଠା ଦୋକାନୀମାନେ ଏକଜୁଟ ହୋଇ ପ୍ରଶାସନ ବିରୋଧରେ ବିକ୍ଷୋଭ ପ୍ରଦର୍ଶନ କରିଥିଲେ। ଜିଲାପାଳଙ୍କ କାର୍ଯ୍ୟାଳୟ ସମ୍ମୁଖରେ ଧାରଣା ଦିଆଯାଇଥିଲା। ପ୍ରଥମେ ଥଇଥାନ ବ୍ୟବସ୍ଥା କରାଯାଉ, ତା'ପରେ ଉଚ୍ଛେଦ ହେଉ ବୋଲି ଦୋକାନୀମାନେ ଦାବି କରିଥିଲେ।	[380, 547, 554, 757]
nsc-website[interactable]: ଏବଂ ୱେବସାଇଟ: www.indiaseeds.com	[545, 1272, 755, 1285]
city-heading: କାକଟପୁର	[243, 667, 293, 683]
website-link[interactable]: www.orissakhabar.com	[386, 183, 531, 199]
amrut-line: ଦିବା ୧୧ଟା ୪୮ ଗତେ ୧ଟା ୧୩	[164, 1436, 303, 1451]
amrut-title: ଅମୃତ ବେଳା	[8, 1432, 158, 1494]
event-item: କୃତ୍ରିମ ଗୋଷ୍ଠ ପ୍ରତ୍ୟୋଗିତା ଏବଂ ଆଞ୍ଚଳିକ ପ୍ରଧାନ ଶିବିର, ଗୋଗଛୁ ଭବନ, କାଠଜୋ ଖାଲି, ସନ୍ଧ୍ୟା ୬ଟା	[186, 261, 334, 326]
story1-col: ଆମକୁ ଜୀବିକା ଦିଅ ପରେ ଉଚ୍ଛେଦ କର ବୋଲି ସେମାନେ ସ୍ଲୋଗାନ ଦେଇଥିଲେ। ବିଧାୟକ ମଧ୍ୟ ଏଥିରେ ସାମିଲ ହୋଇ ପ୍ରଶାସନର ଏକତରଫା ନିଷ୍ପତ୍ତିକୁ ସମାଲୋଚନା କରିଥିଲେ। ଅଧିକାଂଶ ଦୋକାନୀ ବହୁ ବର୍ଷ ଧରି ଏଠାରେ ବ୍ୟବସାୟ କରିଆସୁଛନ୍ତି ଓ ସେମାନଙ୍କ ପରିବାର ଏଥିରୁ ଚଳୁଛି। ଶ୍ରୀମନ୍ଦିର ପରିସରକୁ ସଫା ରଖିବା ପାଇଁ ଉଚ୍ଛେଦ ଜରୁରୀ ବୋଲି ପ୍ରଶାସନ କହୁଛି।	[563, 547, 737, 741]
table-cell: 13.00 hrs	[520, 1975, 586, 2008]
table-cell: 13.30 hrs	[585, 2041, 638, 2074]
th-test: Test	[585, 1923, 638, 1942]
table-row	[945, 2013, 1486, 2168]
table-cell: ଅବିଭକ୍ତ ସୁନ୍ଦରଗଡ଼ ଓ ସମ୍ବଲପୁର ଜିଲ୍ଲା	[1129, 1393, 1262, 1548]
story1-kicker: ତେଜିଲେ ଉଠାଦୋକାନୀ, ଆଗ ଥଇଥାନ ପରେ ଉଚ୍ଛେଦ	[473, 212, 827, 232]
table-cell: 09.00 hrs	[520, 2074, 586, 2107]
masthead	[380, 6, 1494, 176]
cmc-item: 7. Bids received online shall be opened on 29.01.2011 at 11.00A.M.	[32, 2147, 350, 2178]
cmc-title: CUTTACK MUNICIPAL CORPORATION	[14, 1872, 350, 1893]
nsc-office-item: କ୍ଷେତ୍ର କାର୍ଯ୍ୟାଳୟ, ମାଲଦା - ୧୧/୧୩, ଏସ୍. ଏସ୍. ରୋଡ, ମାଲଦା (ଫୋନ: ୦୩୫୧୨-୨୫୨୧୨୦)	[396, 1375, 788, 1388]
table-header-cell: କ୍ର.ନଂ	[945, 1173, 986, 1238]
cashew-sign2: ପରିଚାଳନା ନିର୍ଦ୍ଦେଶକ	[1392, 2206, 1486, 2222]
story4-headline: ମୁକ୍ତେଶ୍ୱର ମହୋତ୍ସବ ଉଦ୍‌ଘାଟିତ	[936, 213, 1375, 251]
event-item: ଶ୍ରୀ ଶ୍ରୀ ଠାକୁର ଗୋଷ୍ଟୀବାର ବାର୍ଷିକ ମହୋତ୍ସବ ଅବସରରେ ହୋମଯଜ୍ଞ, ଶ୍ରୀ ଶ୍ରୀ ଠାକୁର ଗୋଷ୍ଟୀବାର ମନ୍ଦିର(ସୁଗନପଦା), ସକାଳ ୮ଟା	[14, 122, 168, 203]
rrb-corrigendum: CORRIGENDUM	[382, 1728, 918, 1757]
table-cell: କୋରାପୁଟ ଓ ରାୟଗଡ଼ା	[1129, 1548, 1262, 1703]
table-cell: 87	[783, 2140, 914, 2173]
table-cell: 150	[783, 2074, 914, 2107]
table-cell: 05.02.2011	[447, 1975, 520, 2008]
rrb-address: D-79/80, Rail Vihar, Chandrasekharpur, Bhubaneswar-751023, Orissa	[438, 1678, 862, 1693]
table-row	[945, 1393, 1486, 1548]
rrb-ad	[380, 1622, 920, 2332]
table-header-cell: ମଣ୍ଡଳ / ଶାଖା ଏବଂ ଉପଖଣ୍ଡ କାର୍ଯ୍ୟାଳୟର ନାମ	[1129, 1173, 1262, 1238]
nsc-office-item: କ୍ଷେତ୍ର କାର୍ଯ୍ୟାଳୟ, ଭୁବନେଶ୍ୱର - ୫୪୦, ଖଣ୍ଡଗିରି ବାଇପାସ, ଭୁବନେଶ୍ୱର (ଫୋନ: ୦୬୭୪-୨୩୮୫୦୩୭)	[396, 1409, 851, 1422]
table-cell: ତା ୨୯/୦୧/୨୦୧୧ ଅପରାହ୍ନ ୫ ଘଟିକା ଶାଖା କାର୍ଯ୍ୟାଳୟ, ବାରିପଦା	[1262, 1238, 1370, 1393]
masthead-title: ମେଟ୍ରୋ	[970, 36, 1178, 110]
rrb-para3: No request, whatsoever be the reason, the change of date of Aptitude Test will be entertained.	[388, 2239, 899, 2253]
cmc-signature: Sd./- Executive Engineer-1, CMC	[157, 2257, 350, 2271]
table-cell: ମଣ୍ଡଳ ପରିଚାଳକ, ଖୋର୍ଦ୍ଧା ପ୍ର- ବେଗୁନିଆ ପୋ- ଗ୍ରାମଣ ବଳିପାଟଣା ଜି- ଖୋର୍ଦ୍ଧା-୭୫୨୦୫୭	[986, 1703, 1129, 1858]
city-heading: ପୁରୀ	[257, 432, 279, 448]
stupa-illustration	[1400, 36, 1480, 116]
table-cell: Batch-3	[389, 2008, 448, 2041]
cmc-item: 3. Bid Value: Rs.4.37 Lakhs to Rs. 40.41 Lakhs.	[32, 2054, 350, 2070]
table-cell: ମଣ୍ଡଳ ପରିଚାଳକ, ଢେଙ୍କାନାଳ ପ୍ର- ଗୋରଡ଼ା ପୋ- କାମାକ୍ଷୀନଗର ଜି- ଢେଙ୍କାନାଳ	[986, 2013, 1129, 2168]
rrb-para4: The result may be seen in our website mentioned above.	[388, 2254, 697, 2269]
table-cell: 2004356	[711, 2008, 783, 2041]
table-row	[945, 1703, 1486, 1858]
event-item: ଉତ୍କଳ ସାହିତ୍ୟ ପରିଷଦ ୫୫ ବାର୍ଷିକ ଉତ୍ସବ, ରାଜଧାନୀ ଟାଉନ ହଲ, ଅପରାହ୍ନ ୪ଟା	[186, 90, 340, 138]
rrb-para2: If any candidate out of 987 provisionally eligible as notified earlier, does not receive call letter for Aptitude Test in time or there is any discrepancy in their call letter regarding their name, photograph, date of birth, community or signature, he/she is advised to report to the examination centre of the respective date of exam at 08.00 AM for issue of duplicate call letter.	[388, 2177, 912, 2238]
nsc-offices	[396, 1358, 914, 1440]
th-to: To	[711, 1923, 783, 1942]
event-item: ମୁକ୍ତେଶ୍ୱର ମହୋତ୍ସବ, ମୁକ୍ତେଶ୍ୱର ମନ୍ଦିର ପ୍ରାଙ୍ଗଣ, ସନ୍ଧ୍ୟା ୬ଟା	[14, 652, 165, 700]
table-row	[389, 2140, 914, 2173]
event-item: ଡାକ୍ତରୀ ଓଡ଼ିଆ ଏକାଡେମୀ, ଅପରାହ୍ନ ୪ଟା	[14, 565, 147, 597]
nsc-title: ନ୍ୟାସନାଲ ସିଡ଼ସ କର୍ପୋରେସନ ଲିମିଟେଡ଼	[450, 1191, 761, 1216]
table-row	[389, 2107, 914, 2140]
table-cell: 07.02.2011	[447, 2107, 520, 2140]
table-cell: ତା ୨୮/୦୧/୨୦୧୧ ଅପରାହ୍ନ ୫ ଘଟିକା ଶାଖା କାର୍ଯ୍ୟାଳୟ, ଖୋର୍ଦ୍ଧା	[1262, 1703, 1370, 1858]
cashew-title: ଓଡ଼ିଶା ରାଜ୍ୟ କାଜୁ ଉନ୍ନୟନ ନିଗମ ଲିଃ	[1012, 933, 1486, 968]
crowd-image	[380, 278, 920, 510]
story3-headline: 'ଗୋଷ୍ଠ ଓ୍ୱାର୍ଣ୍ଣେଡ'କୁ ନେଇ ମାମଲା	[652, 886, 880, 934]
table-header-cell: ଟେଣ୍ଡର (ନିଲାମ) ଖୋଲିବା ତାରିଖ, ସ୍ଥାନ ଓ ସମୟ	[1370, 1173, 1485, 1238]
table-cell: Batch-7	[389, 2140, 448, 2173]
